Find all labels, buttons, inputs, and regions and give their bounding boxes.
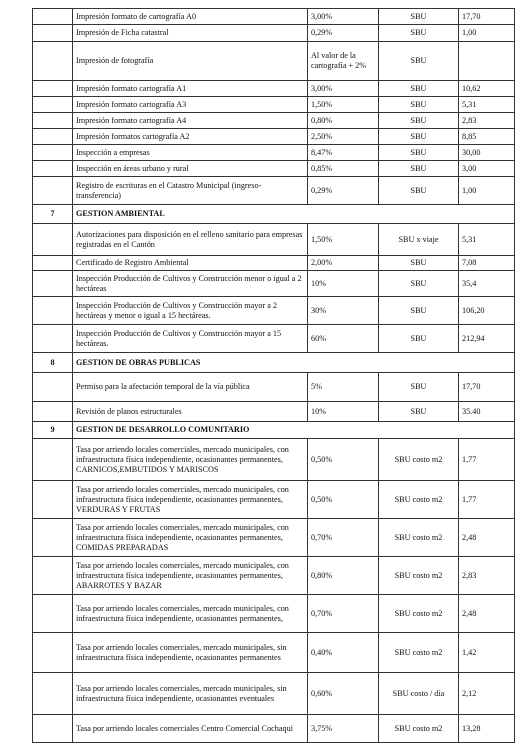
fee-description: Tasa por arriendo locales comerciales, mercado municipales, sin infraestructura física independiente, ocasionantes eventuales: [73, 673, 308, 715]
fee-value: 17,70: [459, 373, 515, 402]
fee-value: 5,31: [459, 224, 515, 256]
fee-value: 17,70: [459, 9, 515, 25]
fee-value: 35,4: [459, 271, 515, 297]
fee-percentage: 3,00%: [308, 81, 379, 97]
fee-row: [33, 224, 515, 256]
fee-row: [33, 481, 515, 519]
fee-description: Tasa por arriendo locales comerciales Centro Comercial Cochaqui: [73, 715, 308, 743]
row-number-cell: [33, 256, 73, 271]
fee-base: SBU: [379, 97, 459, 113]
fee-base: SBU costo m2: [379, 715, 459, 743]
fee-base: SBU: [379, 145, 459, 161]
row-number-cell: [33, 481, 73, 519]
fee-value: 13,28: [459, 715, 515, 743]
fee-value: 212,94: [459, 325, 515, 353]
fee-row: [33, 129, 515, 145]
fee-percentage: 0,60%: [308, 673, 379, 715]
section-title: GESTION AMBIENTAL: [73, 205, 515, 224]
fee-percentage: 10%: [308, 402, 379, 422]
fee-row: [33, 42, 515, 81]
fee-value: 2,83: [459, 557, 515, 595]
section-header-row: [33, 205, 515, 224]
fee-value: 3,00: [459, 161, 515, 177]
fee-description: Impresión de fotografía: [73, 42, 308, 81]
fee-percentage: 10%: [308, 271, 379, 297]
fee-value: 1,00: [459, 177, 515, 205]
row-number-cell: [33, 97, 73, 113]
fee-base: SBU costo m2: [379, 481, 459, 519]
fee-description: Inspección a empresas: [73, 145, 308, 161]
fee-base: SBU costo m2: [379, 633, 459, 673]
fee-row: [33, 439, 515, 481]
fee-percentage: 60%: [308, 325, 379, 353]
fee-base: SBU: [379, 113, 459, 129]
row-number-cell: [33, 177, 73, 205]
fee-base: SBU: [379, 373, 459, 402]
fee-row: [33, 271, 515, 297]
fee-description: Inspección en áreas urbano y rural: [73, 161, 308, 177]
fee-base: SBU costo m2: [379, 519, 459, 557]
fee-row: [33, 9, 515, 25]
fee-base: SBU: [379, 25, 459, 42]
fee-percentage: 3,00%: [308, 9, 379, 25]
fee-row: [33, 256, 515, 271]
section-number: 7: [33, 205, 73, 224]
fee-schedule-document: [32, 8, 514, 743]
fee-description: Permiso para la afectación temporal de la vía pública: [73, 373, 308, 402]
fee-description: Certificado de Registro Ambiental: [73, 256, 308, 271]
section-header-row: [33, 422, 515, 439]
fee-value: 1,77: [459, 439, 515, 481]
fee-row: [33, 673, 515, 715]
fee-percentage: 0,50%: [308, 481, 379, 519]
row-number-cell: [33, 633, 73, 673]
fee-percentage: 2,00%: [308, 256, 379, 271]
fee-value: 2,48: [459, 595, 515, 633]
row-number-cell: [33, 373, 73, 402]
fee-value: [459, 42, 515, 81]
fee-description: Inspección Producción de Cultivos y Construcción mayor a 15 hectáreas.: [73, 325, 308, 353]
fee-row: [33, 25, 515, 42]
fee-base: SBU: [379, 402, 459, 422]
fee-base: SBU: [379, 81, 459, 97]
fee-row: [33, 402, 515, 422]
fee-percentage: 1,50%: [308, 97, 379, 113]
fee-value: 35.40: [459, 402, 515, 422]
fee-description: Tasa por arriendo locales comerciales, mercado municipales, con infraestructura física independiente, ocasionantes permanentes, ABARROTES Y BAZAR: [73, 557, 308, 595]
row-number-cell: [33, 161, 73, 177]
fee-table: [32, 8, 515, 743]
row-number-cell: [33, 297, 73, 325]
fee-base: SBU: [379, 297, 459, 325]
fee-row: [33, 97, 515, 113]
fee-percentage: Al valor de la cartografía + 2%: [308, 42, 379, 81]
fee-description: Inspección Producción de Cultivos y Construcción mayor a 2 hectáreas y menor o igual a 15 hectáreas.: [73, 297, 308, 325]
fee-base: SBU costo m2: [379, 595, 459, 633]
row-number-cell: [33, 113, 73, 129]
fee-base: SBU: [379, 177, 459, 205]
fee-value: 2,48: [459, 519, 515, 557]
fee-percentage: 0,80%: [308, 557, 379, 595]
fee-description: Tasa por arriendo locales comerciales, mercado municipales, sin infraestructura física independiente, ocasionantes permanentes: [73, 633, 308, 673]
fee-row: [33, 113, 515, 129]
row-number-cell: [33, 42, 73, 81]
fee-value: 8,85: [459, 129, 515, 145]
fee-value: 5,31: [459, 97, 515, 113]
row-number-cell: [33, 129, 73, 145]
fee-value: 106,20: [459, 297, 515, 325]
fee-row: [33, 519, 515, 557]
fee-base: SBU: [379, 271, 459, 297]
fee-percentage: 0,80%: [308, 113, 379, 129]
fee-row: [33, 161, 515, 177]
row-number-cell: [33, 402, 73, 422]
fee-percentage: 0,29%: [308, 25, 379, 42]
row-number-cell: [33, 25, 73, 42]
section-number: 8: [33, 353, 73, 373]
row-number-cell: [33, 9, 73, 25]
fee-description: Autorizaciones para disposición en el relleno sanitario para empresas registradas en el Cantón: [73, 224, 308, 256]
fee-value: 1,77: [459, 481, 515, 519]
fee-value: 1,42: [459, 633, 515, 673]
section-number: 9: [33, 422, 73, 439]
fee-description: Impresión formatos cartografía A2: [73, 129, 308, 145]
fee-row: [33, 325, 515, 353]
fee-percentage: 3,75%: [308, 715, 379, 743]
fee-base: SBU: [379, 161, 459, 177]
fee-description: Revisión de planos estructurales: [73, 402, 308, 422]
fee-table-body: [33, 9, 515, 743]
fee-base: SBU: [379, 42, 459, 81]
fee-description: Inspección Producción de Cultivos y Construcción menor o igual a 2 hectáreas: [73, 271, 308, 297]
row-number-cell: [33, 271, 73, 297]
fee-value: 1,00: [459, 25, 515, 42]
row-number-cell: [33, 325, 73, 353]
fee-row: [33, 373, 515, 402]
fee-row: [33, 177, 515, 205]
fee-percentage: 2,50%: [308, 129, 379, 145]
fee-base: SBU costo m2: [379, 439, 459, 481]
fee-percentage: 0,29%: [308, 177, 379, 205]
fee-description: Registro de escrituras en el Catastro Municipal (ingreso-transferencia): [73, 177, 308, 205]
fee-description: Tasa por arriendo locales comerciales, mercado municipales, con infraestructura física independiente, ocasionantes permanentes, VERDURAS Y FRUTAS: [73, 481, 308, 519]
fee-percentage: 0,50%: [308, 439, 379, 481]
row-number-cell: [33, 224, 73, 256]
fee-description: Tasa por arriendo locales comerciales, mercado municipales, con infraestructura física independiente, ocasionantes permanentes, CARNICOS,EMBUTIDOS Y MARISCOS: [73, 439, 308, 481]
fee-percentage: 8,47%: [308, 145, 379, 161]
fee-row: [33, 715, 515, 743]
fee-row: [33, 297, 515, 325]
fee-value: 2,83: [459, 113, 515, 129]
fee-base: SBU costo m2: [379, 557, 459, 595]
row-number-cell: [33, 439, 73, 481]
fee-description: Tasa por arriendo locales comerciales, mercado municipales, con infraestructura física independiente, ocasionantes permanentes,: [73, 595, 308, 633]
fee-base: SBU: [379, 129, 459, 145]
fee-description: Impresión formato de cartografía A0: [73, 9, 308, 25]
fee-percentage: 0,40%: [308, 633, 379, 673]
section-header-row: [33, 353, 515, 373]
fee-base: SBU: [379, 9, 459, 25]
fee-description: Tasa por arriendo locales comerciales, mercado municipales, con infraestructura física independiente, ocasionantes permanentes, COMIDAS PREPARADAS: [73, 519, 308, 557]
fee-percentage: 0,85%: [308, 161, 379, 177]
fee-description: Impresión formato cartografía A3: [73, 97, 308, 113]
fee-percentage: 1,50%: [308, 224, 379, 256]
row-number-cell: [33, 673, 73, 715]
fee-base: SBU: [379, 256, 459, 271]
fee-base: SBU x viaje: [379, 224, 459, 256]
fee-percentage: 30%: [308, 297, 379, 325]
fee-description: Impresión formato cartografía A1: [73, 81, 308, 97]
row-number-cell: [33, 519, 73, 557]
fee-value: 30,00: [459, 145, 515, 161]
fee-value: 7,08: [459, 256, 515, 271]
fee-base: SBU costo / día: [379, 673, 459, 715]
fee-value: 10,62: [459, 81, 515, 97]
fee-row: [33, 145, 515, 161]
section-title: GESTION DE DESARROLLO COMUNITARIO: [73, 422, 515, 439]
fee-percentage: 0,70%: [308, 595, 379, 633]
fee-value: 2,12: [459, 673, 515, 715]
row-number-cell: [33, 145, 73, 161]
row-number-cell: [33, 81, 73, 97]
fee-percentage: 5%: [308, 373, 379, 402]
section-title: GESTION DE OBRAS PUBLICAS: [73, 353, 515, 373]
fee-description: Impresión formato cartografía A4: [73, 113, 308, 129]
fee-row: [33, 557, 515, 595]
fee-description: Impresión de Ficha catastral: [73, 25, 308, 42]
row-number-cell: [33, 557, 73, 595]
fee-row: [33, 81, 515, 97]
fee-base: SBU: [379, 325, 459, 353]
fee-row: [33, 595, 515, 633]
row-number-cell: [33, 595, 73, 633]
fee-row: [33, 633, 515, 673]
fee-percentage: 0,70%: [308, 519, 379, 557]
row-number-cell: [33, 715, 73, 743]
